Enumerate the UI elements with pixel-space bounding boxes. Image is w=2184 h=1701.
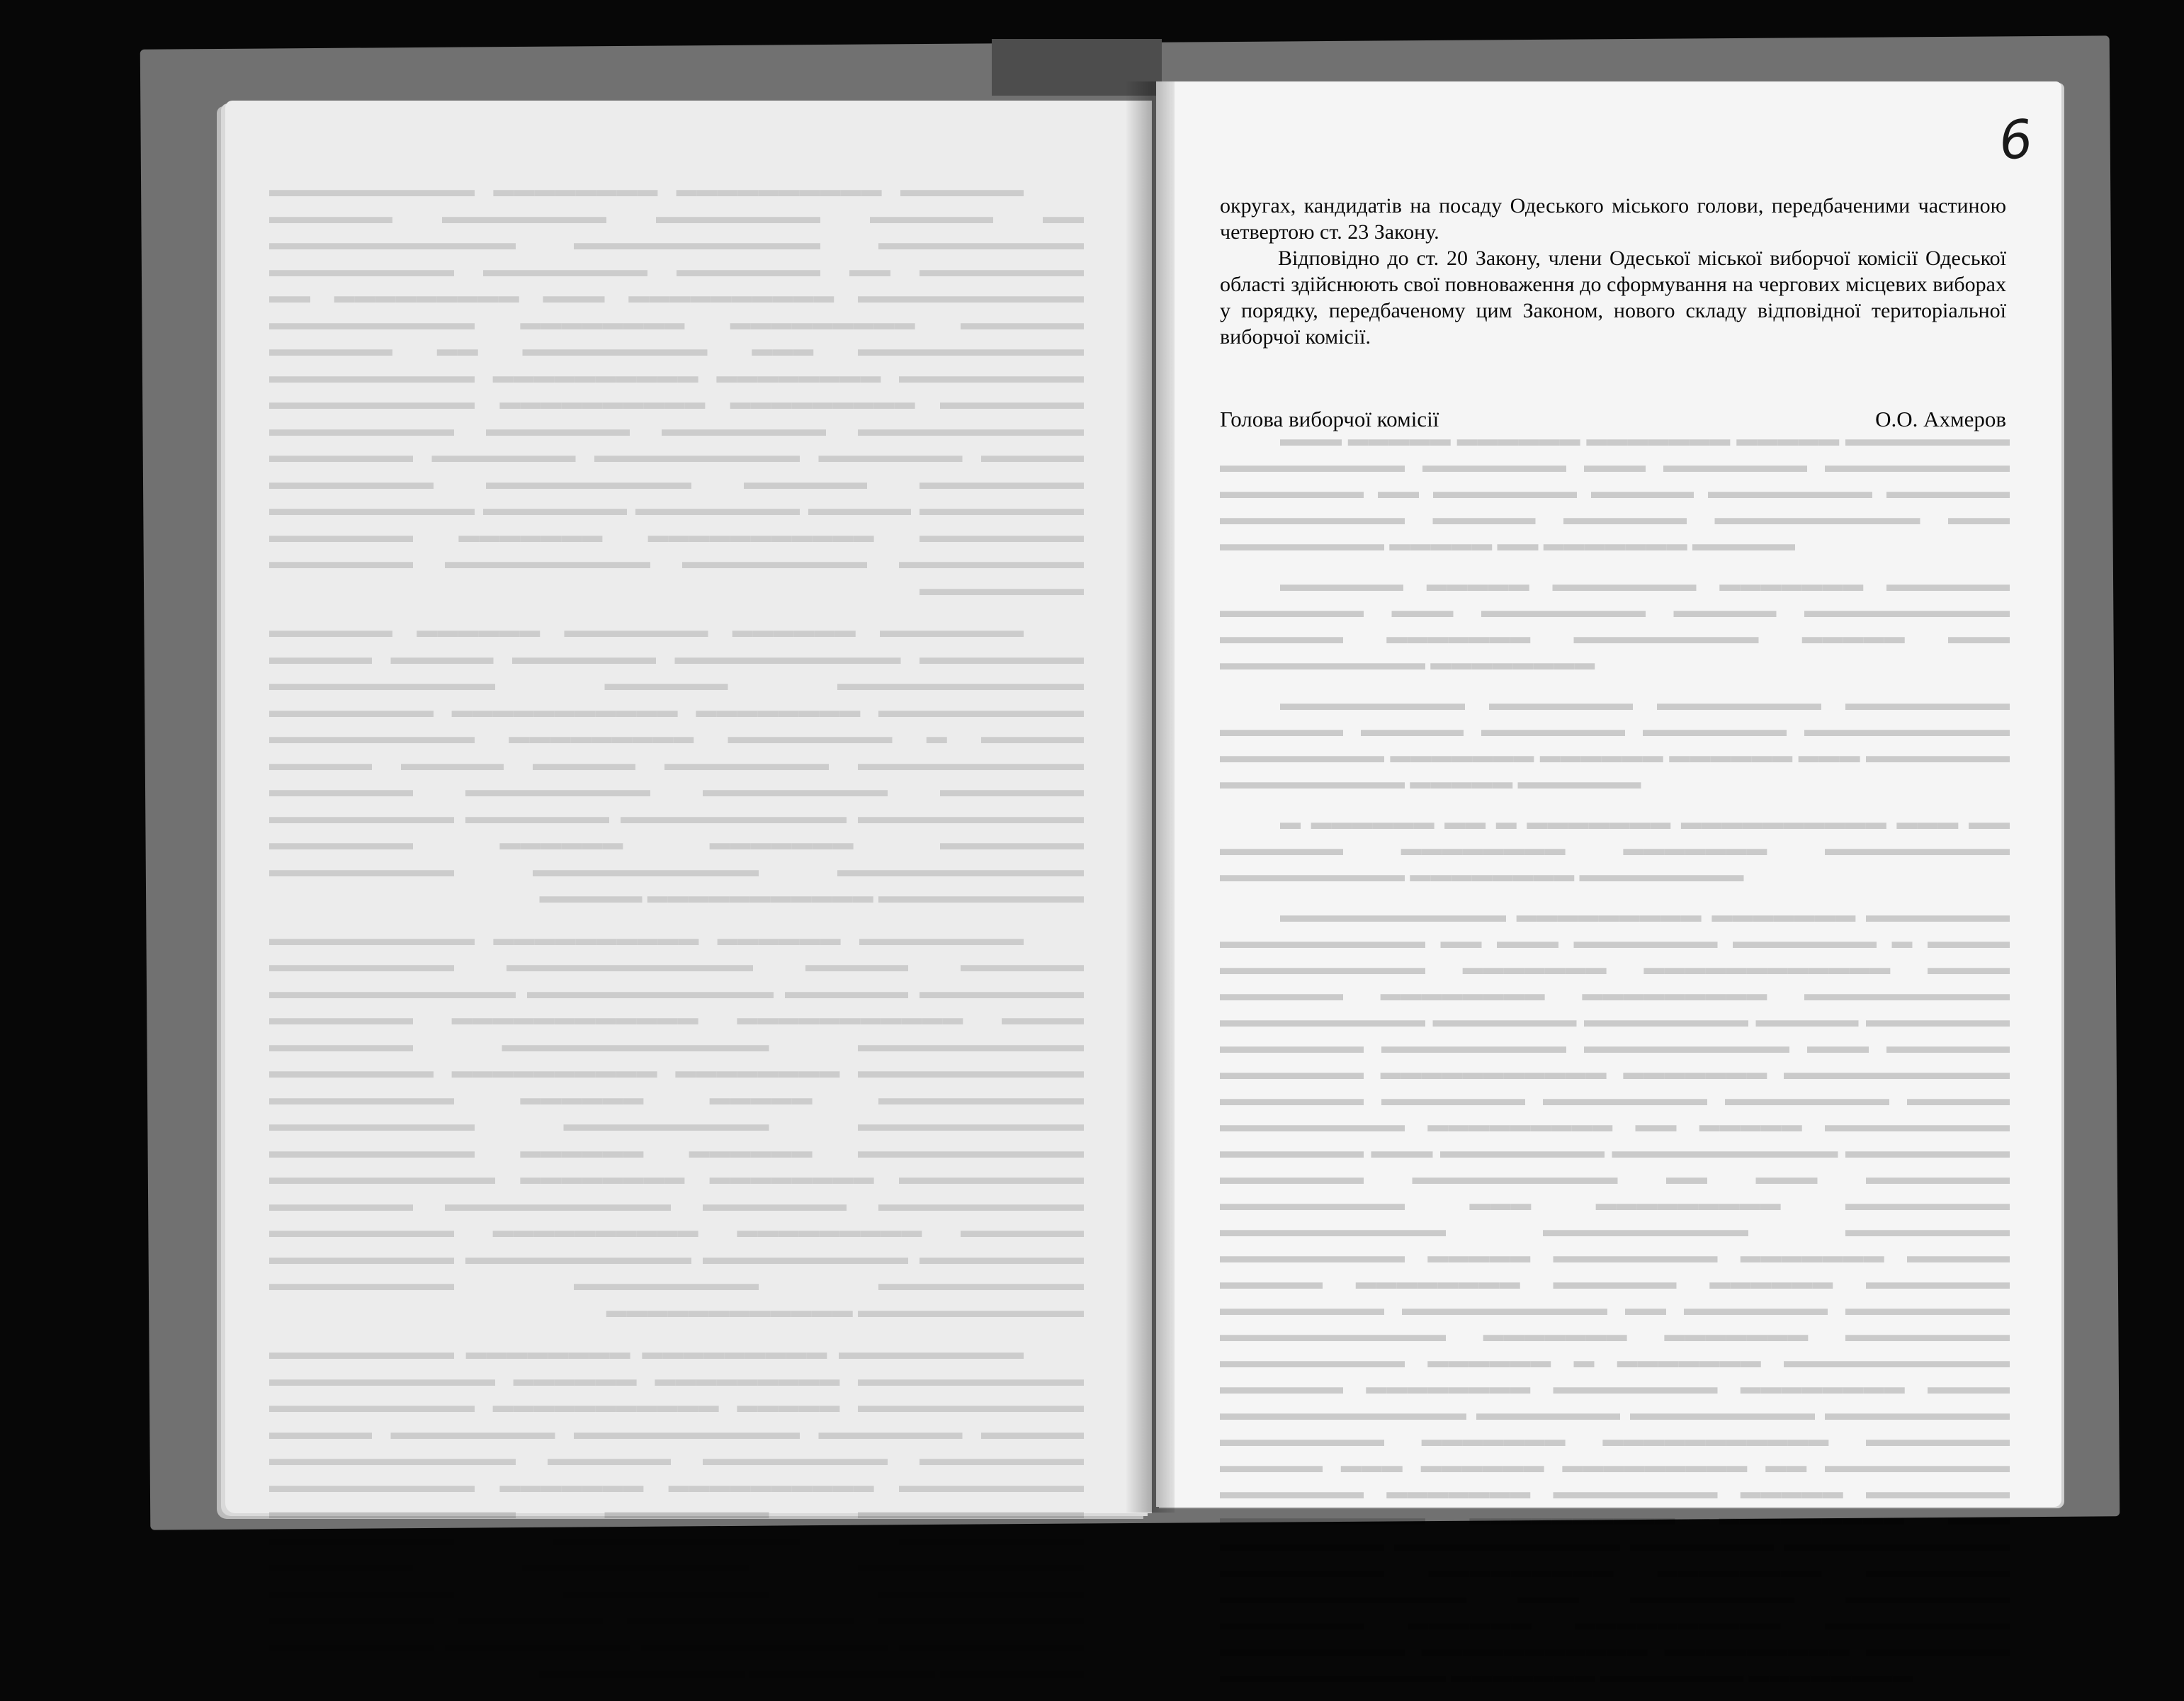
document-body <box>1220 193 2006 350</box>
handwritten-page-number: 6 <box>1996 108 2036 173</box>
paragraph-commission-powers: Відповідно до ст. 20 Закону, члени Одеської міської виборчої комісії Одеської області здійснюють свої повноваження до сформування на чергових місцевих виборах у порядку, передбаченому цим Законом, нового складу відповідної територіальної виборчої комісії. <box>1220 247 2006 349</box>
signatory-position: Голова виборчої комісії <box>1220 407 1439 431</box>
signatory-name: О.О. Ахмеров <box>1875 407 2006 431</box>
page-gutter <box>1125 81 1175 1513</box>
paragraph-continuation: округах, кандидатів на посаду Одеського міського голови, передбаченими частиною четвертою ст. 23 Закону. <box>1220 194 2006 244</box>
signature-block <box>1220 407 2006 432</box>
show-through-text-right: ​▬▬▬ ▬▬▬▬▬ ▬▬▬▬▬▬ ▬▬▬▬▬▬▬ ▬▬▬▬▬ ▬▬▬▬▬▬▬▬ ▬▬▬▬▬▬▬▬▬ ▬▬▬▬▬▬▬ ▬▬▬ ▬▬▬▬▬▬▬ ▬▬▬▬▬▬▬▬▬ ▬▬▬▬▬▬▬ ▬▬ ▬▬▬▬▬▬▬ ▬▬▬▬▬ ▬▬▬▬▬▬▬▬ ▬▬▬▬▬▬ ▬▬▬▬▬▬▬▬▬ ▬▬▬▬▬ ▬▬▬▬▬▬ ▬▬▬▬▬▬▬▬▬▬ ▬▬▬ ▬▬▬▬▬▬▬▬ ▬▬▬▬▬ ▬▬ ▬▬▬▬▬▬▬ ▬▬▬▬▬ ▬▬▬▬▬▬ ▬▬▬▬▬ ▬▬▬▬▬▬▬ ▬▬▬▬▬▬▬ ▬▬▬▬▬▬ ▬▬▬▬▬▬▬ ▬▬▬ ▬▬▬▬▬▬▬▬ ▬▬▬▬▬ ▬▬▬▬▬▬▬▬▬▬ ▬▬▬▬▬▬ ▬▬▬▬▬▬▬ ▬▬▬▬▬▬▬▬▬ ▬▬▬▬▬ ▬▬▬ ▬▬▬▬▬▬▬▬▬▬ ▬▬▬▬▬▬▬▬ ▬▬▬▬▬▬▬▬▬ ▬▬▬▬▬▬▬ ▬▬▬▬▬▬▬▬ ▬▬▬▬▬▬▬▬ ▬▬▬▬▬▬ ▬▬▬▬▬ ▬▬▬▬▬▬▬ ▬▬▬▬▬▬▬ ▬▬▬▬▬▬▬▬▬▬ ▬▬▬▬▬▬▬▬ ▬▬▬▬▬▬▬ ▬▬▬▬▬▬ ▬▬▬▬▬▬ ▬▬▬ ▬▬▬▬▬▬▬ ▬▬▬▬▬▬▬▬▬ ▬▬▬▬▬ ▬▬▬▬▬▬ ▬ ▬▬▬▬▬▬ ▬▬ ▬ ▬▬▬▬▬▬▬ ▬▬▬▬▬▬▬▬▬▬ ▬▬▬ ▬▬ ▬▬▬▬▬▬ ▬▬▬▬▬▬▬▬ ▬▬▬▬▬▬▬ ▬▬▬▬▬▬▬▬▬ ▬▬▬▬▬▬▬▬▬ ▬▬▬▬▬▬▬▬ ▬▬▬▬▬▬▬▬ ▬▬▬▬▬▬▬▬▬▬▬ ▬▬▬▬▬▬▬▬▬ ▬▬▬▬▬▬▬ ▬▬▬▬▬▬▬ ▬▬▬▬▬▬▬▬▬▬ ▬▬ ▬▬▬ ▬▬▬▬▬▬▬ ▬▬▬▬▬▬▬ ▬ ▬▬▬▬ ▬▬▬▬▬▬▬▬▬▬ ▬▬▬▬▬▬▬ ▬▬▬▬▬▬▬▬▬▬▬▬ ▬▬▬▬ ▬▬▬▬▬▬ ▬▬▬▬▬▬▬▬ ▬▬▬▬▬▬▬▬▬ ▬▬▬▬▬▬▬▬▬▬ ▬▬▬▬▬▬▬▬▬▬ ▬▬▬▬▬▬▬ ▬▬▬▬▬▬▬▬ ▬▬▬▬▬ ▬▬▬▬▬▬▬ ▬▬▬▬▬▬▬ ▬▬▬▬▬▬▬▬▬ ▬▬▬▬▬▬▬▬▬▬ ▬▬▬ ▬▬▬▬▬▬ ▬▬▬▬▬▬▬ ▬▬▬▬▬▬▬▬▬▬▬ ▬▬▬▬▬▬▬ ▬▬▬▬▬▬▬▬▬▬▬ ▬▬▬▬▬▬▬ ▬▬▬▬▬▬▬ ▬▬▬▬▬▬▬▬ ▬▬▬▬▬▬▬▬ ▬▬▬▬▬ ▬▬▬▬▬▬▬▬▬ ▬▬▬▬▬▬▬▬▬ ▬▬ ▬▬▬▬▬ ▬▬▬▬▬▬▬▬▬ ▬▬▬▬▬▬▬ ▬▬▬ ▬▬▬▬▬▬▬▬ ▬▬▬▬▬▬▬▬▬▬▬ ▬▬▬▬▬▬▬▬ ▬▬▬▬▬▬▬ ▬▬▬▬▬▬▬▬▬▬ ▬▬ ▬▬▬ ▬▬▬▬▬▬▬ ▬▬▬▬▬▬▬▬▬ ▬▬▬ ▬▬▬▬▬▬▬▬▬ ▬▬▬▬▬▬▬▬ ▬▬▬▬▬▬▬▬▬▬▬ ▬▬▬▬▬▬▬▬▬▬ ▬▬▬▬▬▬▬▬ ▬▬▬▬▬▬▬▬▬ ▬▬▬▬▬ ▬▬▬▬▬▬▬▬ ▬▬▬▬▬▬▬ ▬▬▬▬▬ ▬▬▬▬▬ ▬▬▬▬▬▬▬▬ ▬▬▬▬▬▬ ▬▬▬▬▬▬ ▬▬▬▬▬▬▬ ▬▬▬▬▬▬▬▬ ▬▬▬▬▬▬▬▬▬▬ ▬▬ ▬▬▬▬▬▬▬ ▬▬▬▬▬▬▬▬ ▬▬▬▬▬▬▬▬▬▬▬ ▬▬▬▬▬▬▬ ▬▬▬▬▬▬▬ ▬▬▬▬▬▬▬▬ ▬▬▬▬▬▬▬▬▬ ▬▬▬▬▬▬ ▬ ▬▬▬▬▬▬▬ ▬▬▬▬▬▬▬▬▬▬▬ ▬▬▬▬▬▬ ▬▬▬▬▬▬▬▬ ▬▬▬▬▬▬▬▬ ▬▬▬▬▬▬▬▬ ▬▬▬▬ ▬▬▬▬▬▬▬▬▬▬▬▬ ▬▬▬▬▬▬▬ ▬▬▬▬▬▬▬▬▬ ▬▬▬▬▬▬▬▬▬ ▬▬▬▬▬▬▬▬ ▬▬▬▬▬▬▬ ▬▬▬▬▬▬▬▬▬▬▬ ▬▬▬▬▬▬▬ ▬▬▬▬▬ ▬▬▬ ▬▬▬▬▬▬ ▬▬▬▬▬▬▬▬▬ ▬▬ ▬▬▬▬▬▬▬▬▬ ▬▬▬▬▬▬▬ ▬▬▬▬▬▬▬ ▬▬▬▬▬▬▬▬ ▬▬▬▬▬ ▬▬▬▬▬▬▬ ▬▬▬▬▬▬▬▬▬▬ ▬▬▬▬▬▬▬▬▬▬ ▬▬▬▬▬▬▬▬▬ ▬▬▬ ▬▬▬▬▬▬▬▬ ▬▬▬▬▬▬▬▬▬▬▬ ▬▬▬▬▬▬▬ ▬▬▬▬▬▬▬▬▬▬▬ ▬▬▬▬▬▬▬▬ ▬▬▬▬▬▬▬▬▬ ▬▬▬▬▬▬▬▬ ▬▬▬▬▬▬▬ ▬▬▬▬▬▬▬▬▬▬▬▬ ▬▬▬ ▬▬▬▬▬▬▬▬ ▬▬▬▬▬▬▬▬ ▬▬▬▬▬▬▬ ▬▬▬▬▬▬ ▬▬▬▬▬▬▬▬▬▬ ▬▬▬▬▬▬▬▬▬ ▬▬▬▬▬▬▬▬▬ ▬▬▬▬▬▬▬▬▬▬▬ ▬▬▬▬▬▬▬▬▬ ▬▬▬▬▬▬▬ ▬▬▬▬▬▬▬▬▬▬▬ ▬▬▬▬▬▬▬ ▬▬▬▬▬▬▬ ▬▬▬▬▬▬▬▬ <box>1220 428 2010 1687</box>
show-through-text-left: ▬▬▬▬▬▬ ▬▬▬▬▬▬▬▬▬▬ ▬▬▬▬▬▬▬▬ ▬▬▬▬▬▬▬▬▬▬ ▬▬ ▬▬▬▬▬▬ ▬▬▬▬▬▬▬▬ ▬▬▬▬▬▬▬▬ ▬▬▬▬▬▬ ▬▬▬▬▬▬▬▬▬▬ ▬▬▬▬▬▬▬▬▬▬▬▬ ▬▬▬▬▬▬▬▬▬▬▬▬ ▬▬▬▬▬▬▬▬ ▬▬ ▬▬▬▬▬▬▬ ▬▬▬▬▬▬▬▬ ▬▬▬▬▬▬▬▬▬ ▬▬▬▬▬▬▬▬▬▬▬ ▬▬▬▬▬▬▬▬▬▬ ▬▬▬ ▬▬▬▬▬▬▬▬▬ ▬▬ ▬▬▬▬▬▬ ▬▬▬▬▬▬▬▬▬ ▬▬▬▬▬▬▬▬ ▬▬▬▬▬▬▬▬▬▬ ▬▬▬▬▬▬▬▬▬▬▬ ▬▬▬ ▬▬▬▬▬▬▬▬▬ ▬▬ ▬▬▬▬▬▬ ▬▬▬▬▬▬▬▬▬ ▬▬▬▬▬▬▬▬ ▬▬▬▬▬▬▬▬▬▬ ▬▬▬▬▬▬▬▬▬▬ ▬▬▬▬▬▬▬ ▬▬▬▬▬▬▬▬▬ ▬▬▬▬▬▬▬▬▬▬ ▬▬▬▬▬▬▬▬▬▬ ▬▬▬▬▬▬▬▬▬▬▬ ▬▬▬▬▬▬▬▬ ▬▬▬▬▬▬▬ ▬▬▬▬▬▬▬▬▬ ▬▬▬▬▬ ▬▬▬▬▬▬▬ ▬▬▬▬▬▬▬▬▬▬ ▬▬▬▬▬▬▬ ▬▬▬▬▬▬▬ ▬▬▬▬▬▬▬▬ ▬▬▬▬▬▬ ▬▬▬▬▬▬▬▬▬▬ ▬▬▬▬▬▬▬▬ ▬▬▬▬▬▬▬▬ ▬▬▬▬▬ ▬▬▬▬▬▬▬▬ ▬▬▬▬▬▬▬ ▬▬▬▬▬▬▬▬▬▬ ▬▬▬▬▬▬▬▬ ▬▬▬▬▬▬▬▬▬▬▬ ▬▬▬▬▬▬▬ ▬▬▬▬▬▬▬ ▬▬▬▬▬▬▬▬▬ ▬▬▬▬▬▬▬▬▬ ▬▬▬▬▬▬▬▬▬▬ ▬▬▬▬▬▬▬ ▬▬▬▬▬▬▬▬ ▬▬▬▬▬▬▬ ▬▬▬▬▬▬ ▬▬▬▬▬▬▬ ▬▬▬▬▬▬ ▬▬▬▬▬▬ ▬▬▬▬▬▬▬▬ ▬▬▬▬▬▬▬▬▬▬▬ ▬▬▬▬▬▬▬ ▬▬▬▬▬ ▬▬▬▬▬ ▬▬▬▬▬▬▬▬▬▬▬▬ ▬▬▬▬▬▬ ▬▬▬▬▬▬▬▬▬▬▬ ▬▬▬▬▬▬▬▬▬▬ ▬▬▬▬▬▬▬▬ ▬▬▬▬▬▬▬▬▬▬▬ ▬▬▬▬▬▬▬▬ ▬▬▬▬▬ ▬ ▬▬▬▬▬▬▬▬ ▬▬▬▬▬▬▬▬▬ ▬▬▬▬▬▬▬▬▬▬ ▬▬▬▬▬▬▬▬▬▬▬ ▬▬▬▬▬▬▬▬ ▬▬▬▬▬ ▬▬▬▬▬ ▬▬▬▬▬ ▬▬▬▬▬▬▬ ▬▬▬▬▬▬▬▬▬ ▬▬▬▬▬▬▬▬▬ ▬▬▬▬▬▬▬ ▬▬▬▬▬▬▬▬▬▬▬ ▬▬▬▬▬▬▬▬▬▬▬ ▬▬▬▬▬▬▬ ▬▬▬▬▬▬▬▬▬ ▬▬▬▬▬▬▬ ▬▬▬▬▬▬▬ ▬▬▬▬▬▬ ▬▬▬▬▬▬▬ ▬▬▬▬▬▬▬▬▬▬▬▬ ▬▬▬▬▬▬▬▬▬▬▬ ▬▬▬▬▬▬▬▬▬ ▬▬▬▬▬▬▬▬▬▬ ▬▬▬▬▬▬▬▬▬▬▬ ▬▬▬▬▬ ▬▬▬▬▬▬▬▬ ▬▬▬▬▬▬ ▬▬▬▬▬▬▬▬▬▬ ▬▬▬▬▬▬▬▬▬▬ ▬▬▬▬▬▬ ▬▬▬▬▬ ▬▬▬▬▬▬▬▬▬▬▬▬ ▬▬▬▬▬▬▬▬▬ ▬▬▬▬▬▬▬▬ ▬▬▬▬▬▬ ▬▬▬▬▬▬▬▬▬▬▬▬ ▬▬▬▬▬▬▬▬▬▬▬▬ ▬▬▬▬ ▬▬▬▬▬▬▬▬▬▬▬ ▬▬▬▬▬▬▬▬▬▬▬▬ ▬▬▬▬▬▬▬ ▬▬▬▬▬▬▬▬▬▬▬ ▬▬▬▬▬▬▬▬▬▬▬▬▬ ▬▬▬▬▬▬▬ ▬▬▬▬▬▬▬▬▬▬▬ ▬▬▬▬▬▬▬▬ ▬▬▬▬▬▬▬▬▬▬ ▬▬▬▬▬▬▬▬ ▬▬▬▬▬▬▬▬▬▬ ▬▬▬▬▬ ▬▬▬▬▬▬ ▬▬▬▬▬▬▬▬▬ ▬▬▬▬▬▬▬▬▬▬▬ ▬▬▬▬▬▬▬▬▬▬ ▬▬▬▬▬▬▬▬▬▬ ▬▬▬▬▬▬▬▬▬▬▬ ▬▬▬▬▬▬ ▬▬▬▬▬▬ ▬▬▬▬▬▬▬▬▬▬ ▬▬▬▬▬▬▬▬▬ ▬▬▬▬▬▬▬▬ ▬▬▬▬▬▬▬▬ ▬▬▬▬▬▬▬▬▬▬▬ ▬▬▬▬▬▬▬▬▬▬ ▬▬▬▬▬▬▬ ▬▬▬▬▬▬▬▬▬▬▬ ▬▬▬▬▬▬▬ ▬▬▬▬▬▬ ▬▬▬▬▬▬▬▬▬ ▬▬▬▬▬▬▬▬▬▬ ▬▬▬▬▬▬▬▬▬ ▬▬▬▬▬▬▬▬ ▬▬▬▬▬▬▬▬▬▬ ▬▬▬▬▬▬▬▬▬▬▬ ▬▬▬▬▬▬▬▬▬ ▬▬▬▬▬▬▬▬▬▬ ▬▬▬▬▬▬▬▬▬ ▬▬▬▬▬▬▬▬▬ ▬▬▬▬▬▬▬▬▬▬▬ ▬▬▬▬▬▬▬▬▬▬▬▬ ▬▬▬▬▬▬▬▬▬ ▬▬▬▬▬▬▬▬▬ ▬▬▬▬▬▬▬▬ ▬▬▬▬▬▬▬▬▬ ▬▬▬▬▬▬▬▬▬▬▬ ▬▬▬▬▬▬▬▬▬ ▬▬▬▬▬▬ ▬▬▬▬▬▬▬▬▬▬▬ ▬▬▬▬▬▬▬▬▬▬▬ ▬▬▬▬▬ ▬▬▬▬▬▬▬▬▬▬▬ ▬▬▬▬▬▬▬▬▬▬ ▬▬▬▬▬ ▬▬▬▬▬▬▬ ▬▬▬▬▬▬▬▬▬▬▬ ▬▬▬▬▬▬▬▬ ▬▬▬▬▬ ▬▬▬▬▬▬▬▬ ▬▬▬▬▬▬▬▬▬ ▬▬▬▬▬▬ ▬▬▬▬▬▬▬▬▬▬▬▬ ▬▬▬▬▬▬▬▬▬ ▬▬▬▬▬▬▬▬▬▬ ▬▬▬▬▬▬▬ ▬▬▬▬▬▬▬▬▬▬ ▬▬▬▬▬▬▬▬▬▬▬ ▬▬▬▬▬▬▬▬ ▬▬▬▬▬▬▬▬▬▬▬▬ ▬▬▬▬▬▬▬▬▬ ▬▬▬▬▬▬▬▬▬▬▬▬ ▬▬▬▬▬▬▬▬▬ ▬▬▬▬▬▬▬▬▬▬▬ ▬▬▬▬▬▬▬▬▬▬▬ ▬▬▬▬▬▬▬ ▬▬▬▬▬▬▬▬▬▬ ▬▬▬▬▬▬▬▬▬▬ ▬▬▬▬▬▬▬▬▬ ▬▬▬▬▬▬▬▬▬▬ ▬▬▬▬▬▬▬▬▬▬▬ ▬▬▬▬▬▬▬ ▬▬▬▬▬▬▬▬ ▬▬▬▬▬▬▬▬▬ ▬▬▬▬▬▬▬▬▬▬▬▬ ▬▬▬▬▬▬▬▬▬ ▬▬▬▬▬▬▬▬ ▬▬▬▬▬▬▬ ▬▬▬▬▬▬▬▬▬ ▬▬▬▬▬▬▬▬▬▬ <box>269 179 1084 1683</box>
